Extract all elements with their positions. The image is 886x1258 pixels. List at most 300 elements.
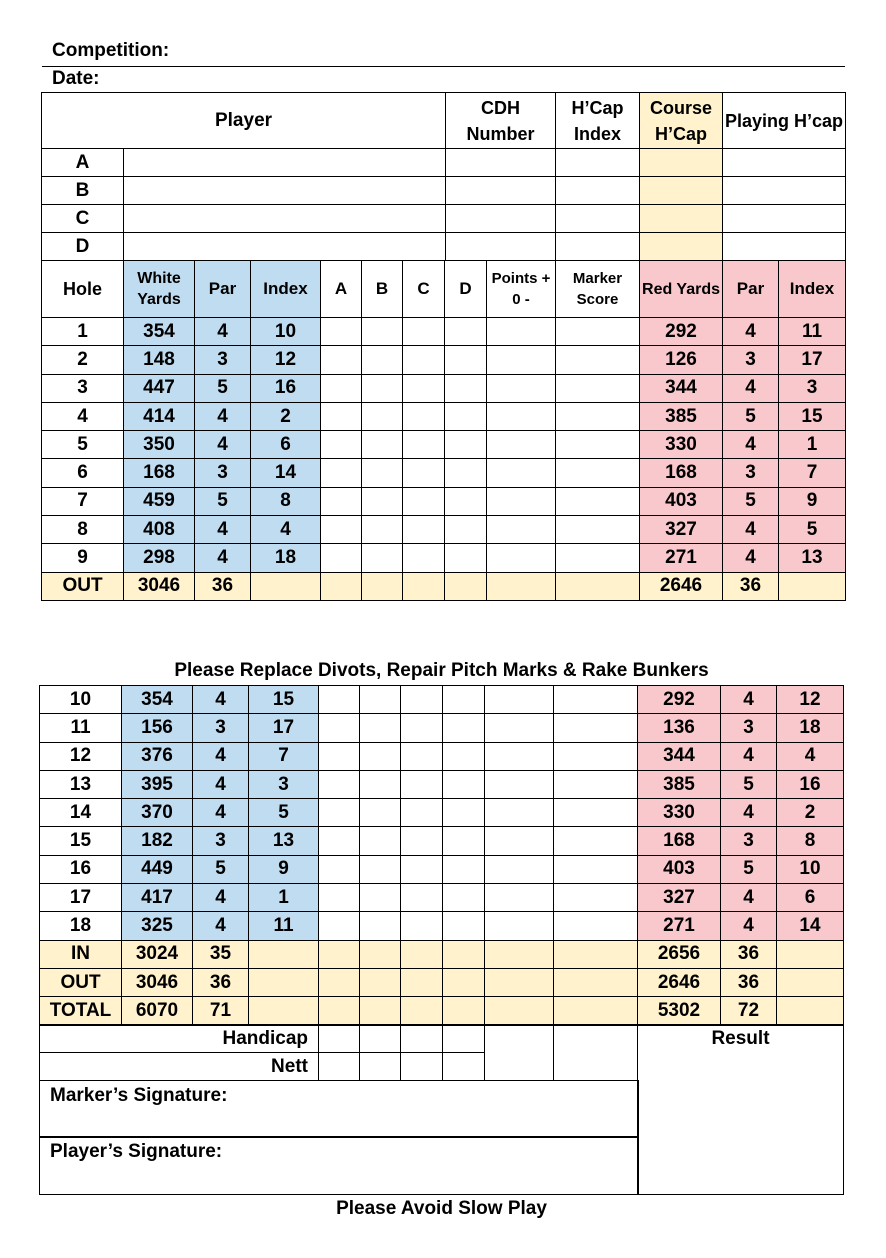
marker-score-cell[interactable] (554, 770, 638, 798)
total-white-yards: 3046 (122, 968, 193, 996)
out-label: OUT (42, 572, 124, 600)
hole-number: 13 (40, 770, 122, 798)
score-cell-b[interactable] (362, 431, 403, 459)
score-cell-d[interactable] (445, 487, 487, 515)
points-header: Points + 0 - (487, 261, 556, 318)
score-cell-c[interactable] (403, 544, 445, 572)
player-row-d (42, 233, 846, 261)
score-cell-b[interactable] (362, 402, 403, 430)
date-field[interactable] (42, 68, 845, 92)
hole-row (40, 855, 844, 883)
marker-score-cell[interactable] (556, 402, 640, 430)
score-cell-b[interactable] (360, 912, 401, 940)
score-cell-c[interactable] (403, 402, 445, 430)
points-cell[interactable] (485, 714, 554, 742)
handicap-a-input[interactable] (319, 1025, 360, 1053)
red-stroke-index: 11 (779, 318, 846, 346)
stroke-index: 9 (249, 855, 319, 883)
hcap-index-input[interactable] (556, 149, 640, 177)
white-yards: 148 (124, 346, 195, 374)
index-header: Index (251, 261, 321, 318)
white-yards: 182 (122, 827, 193, 855)
red-par-value: 5 (721, 855, 777, 883)
total-score-cell-d[interactable] (443, 968, 485, 996)
score-cell-a[interactable] (319, 714, 360, 742)
score-cell-d[interactable] (443, 855, 485, 883)
marker-signature-box[interactable] (39, 1080, 639, 1138)
marker-score-cell[interactable] (556, 346, 640, 374)
playing-hcap-input[interactable] (723, 177, 846, 205)
score-cell-c[interactable] (401, 884, 443, 912)
total-index-blank (249, 968, 319, 996)
hole-number: 5 (42, 431, 124, 459)
score-cell-b[interactable] (360, 855, 401, 883)
score-cell-b[interactable] (360, 714, 401, 742)
course-hcap-header: Course H’Cap (640, 93, 723, 149)
white-yards: 354 (124, 318, 195, 346)
total-index-blank (249, 940, 319, 968)
competition-label: Competition: (52, 40, 170, 61)
hole-row (42, 374, 846, 402)
score-cell-d[interactable] (443, 686, 485, 714)
hole-row (42, 516, 846, 544)
red-par-value: 4 (723, 544, 779, 572)
total-points-cell[interactable] (485, 997, 554, 1025)
marker-score-cell[interactable] (556, 516, 640, 544)
marker-score-cell[interactable] (556, 374, 640, 402)
cdh-input[interactable] (446, 205, 556, 233)
total-marker-cell[interactable] (554, 968, 638, 996)
result-label: Result (711, 1028, 770, 1049)
red-yards: 344 (640, 374, 723, 402)
player-name-input[interactable] (124, 233, 446, 261)
points-cell[interactable] (487, 544, 556, 572)
score-cell-b[interactable] (360, 799, 401, 827)
player-row-a (42, 149, 846, 177)
score-cell-a[interactable] (321, 459, 362, 487)
total-score-cell-b[interactable] (360, 940, 401, 968)
score-cell-a[interactable] (319, 799, 360, 827)
score-cell-c[interactable] (401, 742, 443, 770)
score-cell-d[interactable] (445, 318, 487, 346)
player-signature-label: Player’s Signature: (50, 1141, 223, 1162)
total-score-cell-c[interactable] (401, 997, 443, 1025)
total-score-cell-b[interactable] (360, 997, 401, 1025)
slow-play-notice: Please Avoid Slow Play (336, 1198, 547, 1219)
course-hcap-input[interactable] (640, 177, 723, 205)
white-yards: 325 (122, 912, 193, 940)
player-c-header: C (403, 261, 445, 318)
par-value: 4 (195, 516, 251, 544)
marker-score-cell[interactable] (554, 714, 638, 742)
handicap-b-input[interactable] (360, 1025, 401, 1053)
total-score-cell-c[interactable] (401, 940, 443, 968)
score-cell-c[interactable] (401, 827, 443, 855)
points-cell[interactable] (487, 318, 556, 346)
score-cell-d[interactable] (445, 431, 487, 459)
total-marker-cell[interactable] (554, 997, 638, 1025)
stroke-index: 10 (251, 318, 321, 346)
points-cell[interactable] (485, 855, 554, 883)
total-red-par: 36 (721, 968, 777, 996)
white-yards: 408 (124, 516, 195, 544)
score-cell[interactable] (445, 572, 487, 600)
score-cell-c[interactable] (403, 346, 445, 374)
hole-row (40, 884, 844, 912)
score-cell-d[interactable] (445, 459, 487, 487)
score-cell-d[interactable] (445, 374, 487, 402)
score-cell-a[interactable] (319, 855, 360, 883)
par-value: 4 (195, 402, 251, 430)
red-yards: 168 (640, 459, 723, 487)
total-red-index-blank (777, 997, 844, 1025)
score-cell-c[interactable] (401, 855, 443, 883)
score-cell[interactable] (403, 572, 445, 600)
player-name-input[interactable] (124, 205, 446, 233)
marker-score-cell[interactable] (556, 487, 640, 515)
score-cell-c[interactable] (403, 459, 445, 487)
score-cell-d[interactable] (443, 770, 485, 798)
player-name-input[interactable] (124, 149, 446, 177)
par-value: 4 (193, 912, 249, 940)
nett-label: Nett (40, 1053, 319, 1081)
playing-hcap-input[interactable] (723, 149, 846, 177)
score-cell-d[interactable] (443, 827, 485, 855)
score-cell-a[interactable] (319, 742, 360, 770)
total-marker-cell[interactable] (554, 940, 638, 968)
playing-hcap-input[interactable] (723, 233, 846, 261)
par-value: 5 (193, 855, 249, 883)
score-cell-b[interactable] (360, 686, 401, 714)
total-row (40, 968, 844, 996)
score-cell-c[interactable] (401, 912, 443, 940)
hcap-index-input[interactable] (556, 205, 640, 233)
handicap-nett-table (39, 1024, 638, 1081)
red-stroke-index: 18 (777, 714, 844, 742)
score-cell[interactable] (362, 572, 403, 600)
total-score-cell-a[interactable] (319, 997, 360, 1025)
total-red-yards: 5302 (638, 997, 721, 1025)
hole-row (42, 346, 846, 374)
score-cell-b[interactable] (362, 374, 403, 402)
total-white-yards: 6070 (122, 997, 193, 1025)
marker-total-input[interactable] (554, 1025, 638, 1081)
marker-score-cell[interactable] (554, 742, 638, 770)
out-red-index-blank (779, 572, 846, 600)
hole-number: 12 (40, 742, 122, 770)
score-cell-a[interactable] (319, 770, 360, 798)
hole-header: Hole (42, 261, 124, 318)
score-cell-c[interactable] (401, 714, 443, 742)
nett-c-input[interactable] (401, 1053, 443, 1081)
red-yards: 385 (638, 770, 721, 798)
total-score-cell-a[interactable] (319, 940, 360, 968)
red-yards: 330 (640, 431, 723, 459)
stroke-index: 2 (251, 402, 321, 430)
out-white-yards: 3046 (124, 572, 195, 600)
player-b-header: B (362, 261, 403, 318)
score-cell-b[interactable] (360, 827, 401, 855)
nett-d-input[interactable] (443, 1053, 485, 1081)
total-index-blank (249, 997, 319, 1025)
score-cell-d[interactable] (445, 516, 487, 544)
score-cell-a[interactable] (319, 884, 360, 912)
marker-score-cell[interactable] (554, 884, 638, 912)
score-cell-b[interactable] (362, 459, 403, 487)
player-letter: A (42, 149, 124, 177)
score-cell-d[interactable] (445, 346, 487, 374)
hcap-index-header: H’Cap Index (556, 93, 640, 149)
marker-score-header: Marker Score (556, 261, 640, 318)
red-par-value: 5 (723, 402, 779, 430)
score-cell-c[interactable] (401, 770, 443, 798)
total-points-cell[interactable] (485, 968, 554, 996)
course-hcap-input[interactable] (640, 149, 723, 177)
competition-field[interactable] (42, 40, 845, 67)
score-cell-c[interactable] (401, 686, 443, 714)
score-cell-a[interactable] (321, 374, 362, 402)
stroke-index: 14 (251, 459, 321, 487)
hole-row (40, 799, 844, 827)
hole-row (42, 402, 846, 430)
par-value: 4 (193, 686, 249, 714)
score-cell-a[interactable] (319, 686, 360, 714)
hole-number: 18 (40, 912, 122, 940)
stroke-index: 3 (249, 770, 319, 798)
points-cell[interactable] (487, 402, 556, 430)
score-cell-c[interactable] (403, 431, 445, 459)
score-cell-b[interactable] (362, 318, 403, 346)
points-cell[interactable] (485, 912, 554, 940)
stroke-index: 13 (249, 827, 319, 855)
nett-b-input[interactable] (360, 1053, 401, 1081)
score-cell-a[interactable] (321, 346, 362, 374)
marker-score-cell[interactable] (556, 318, 640, 346)
red-stroke-index: 14 (777, 912, 844, 940)
player-d-header: D (445, 261, 487, 318)
points-total-input[interactable] (485, 1025, 554, 1081)
points-cell[interactable] (487, 459, 556, 487)
points-cell[interactable] (487, 487, 556, 515)
cdh-input[interactable] (446, 177, 556, 205)
player-row-b (42, 177, 846, 205)
hole-number: 15 (40, 827, 122, 855)
hole-number: 1 (42, 318, 124, 346)
hole-row (42, 544, 846, 572)
red-stroke-index: 15 (779, 402, 846, 430)
score-cell-a[interactable] (319, 827, 360, 855)
red-stroke-index: 13 (779, 544, 846, 572)
marker-score-cell[interactable] (556, 572, 640, 600)
handicap-d-input[interactable] (443, 1025, 485, 1053)
total-red-yards: 2646 (638, 968, 721, 996)
white-yards: 459 (124, 487, 195, 515)
points-cell[interactable] (487, 346, 556, 374)
score-cell-d[interactable] (443, 799, 485, 827)
white-yards: 447 (124, 374, 195, 402)
score-cell-d[interactable] (443, 742, 485, 770)
hcap-index-input[interactable] (556, 177, 640, 205)
red-par-value: 4 (721, 686, 777, 714)
total-red-par: 36 (721, 940, 777, 968)
par-value: 3 (195, 459, 251, 487)
score-cell-b[interactable] (360, 884, 401, 912)
marker-score-cell[interactable] (554, 855, 638, 883)
red-yards: 403 (638, 855, 721, 883)
player-letter: D (42, 233, 124, 261)
out-par: 36 (195, 572, 251, 600)
date-label: Date: (52, 68, 100, 89)
column-header-row (42, 261, 846, 318)
stroke-index: 18 (251, 544, 321, 572)
red-yards: 271 (640, 544, 723, 572)
playing-hcap-header: Playing H’cap (723, 93, 846, 149)
hole-row (40, 686, 844, 714)
par-value: 4 (195, 318, 251, 346)
red-par-value: 4 (723, 431, 779, 459)
score-cell-d[interactable] (445, 402, 487, 430)
red-yards-header: Red Yards (640, 261, 723, 318)
score-cell-c[interactable] (403, 374, 445, 402)
marker-score-cell[interactable] (556, 459, 640, 487)
hole-number: 10 (40, 686, 122, 714)
score-cell-d[interactable] (443, 912, 485, 940)
player-row-c (42, 205, 846, 233)
score-cell-d[interactable] (443, 884, 485, 912)
points-cell[interactable] (485, 770, 554, 798)
total-score-cell-c[interactable] (401, 968, 443, 996)
red-stroke-index: 5 (779, 516, 846, 544)
cdh-input[interactable] (446, 149, 556, 177)
hole-number: 14 (40, 799, 122, 827)
marker-score-cell[interactable] (556, 431, 640, 459)
marker-score-cell[interactable] (554, 686, 638, 714)
stroke-index: 4 (251, 516, 321, 544)
marker-score-cell[interactable] (556, 544, 640, 572)
total-red-par: 72 (721, 997, 777, 1025)
score-cell-a[interactable] (321, 516, 362, 544)
hole-number: 9 (42, 544, 124, 572)
score-cell-d[interactable] (443, 714, 485, 742)
score-cell-d[interactable] (445, 544, 487, 572)
player-header: Player (42, 93, 446, 149)
total-par: 36 (193, 968, 249, 996)
white-yards: 354 (122, 686, 193, 714)
out-index-blank (251, 572, 321, 600)
points-cell[interactable] (485, 686, 554, 714)
total-white-yards: 3024 (122, 940, 193, 968)
white-yards: 168 (124, 459, 195, 487)
points-cell[interactable] (487, 431, 556, 459)
score-cell-b[interactable] (362, 487, 403, 515)
red-par-value: 3 (721, 827, 777, 855)
player-name-input[interactable] (124, 177, 446, 205)
score-cell-b[interactable] (362, 346, 403, 374)
points-cell[interactable] (487, 572, 556, 600)
handicap-c-input[interactable] (401, 1025, 443, 1053)
red-par-header: Par (723, 261, 779, 318)
hole-number: 6 (42, 459, 124, 487)
score-cell-c[interactable] (403, 318, 445, 346)
back-nine-table (39, 685, 844, 1026)
total-label: IN (40, 940, 122, 968)
score-cell-b[interactable] (362, 544, 403, 572)
total-score-cell-b[interactable] (360, 968, 401, 996)
red-yards: 168 (638, 827, 721, 855)
total-score-cell-a[interactable] (319, 968, 360, 996)
result-box[interactable] (637, 1024, 844, 1195)
points-cell[interactable] (485, 799, 554, 827)
total-row (40, 997, 844, 1025)
red-stroke-index: 12 (777, 686, 844, 714)
red-par-value: 4 (723, 318, 779, 346)
cdh-input[interactable] (446, 233, 556, 261)
white-yards: 414 (124, 402, 195, 430)
score-cell-a[interactable] (321, 431, 362, 459)
white-yards: 417 (122, 884, 193, 912)
hcap-index-input[interactable] (556, 233, 640, 261)
hole-row (42, 459, 846, 487)
score-cell-a[interactable] (321, 544, 362, 572)
marker-score-cell[interactable] (554, 827, 638, 855)
score-cell-c[interactable] (401, 799, 443, 827)
marker-score-cell[interactable] (554, 799, 638, 827)
score-cell-b[interactable] (360, 770, 401, 798)
red-yards: 136 (638, 714, 721, 742)
course-hcap-input[interactable] (640, 205, 723, 233)
player-signature-box[interactable] (39, 1136, 639, 1195)
nett-a-input[interactable] (319, 1053, 360, 1081)
playing-hcap-input[interactable] (723, 205, 846, 233)
points-cell[interactable] (485, 827, 554, 855)
red-yards: 330 (638, 799, 721, 827)
white-yards: 350 (124, 431, 195, 459)
stroke-index: 16 (251, 374, 321, 402)
hole-number: 2 (42, 346, 124, 374)
score-cell-a[interactable] (321, 402, 362, 430)
hole-row (42, 431, 846, 459)
score-cell-a[interactable] (319, 912, 360, 940)
total-score-cell-d[interactable] (443, 997, 485, 1025)
score-cell-c[interactable] (403, 516, 445, 544)
red-yards: 292 (640, 318, 723, 346)
hole-number: 8 (42, 516, 124, 544)
score-cell[interactable] (321, 572, 362, 600)
marker-score-cell[interactable] (554, 912, 638, 940)
total-red-index-blank (777, 940, 844, 968)
points-cell[interactable] (485, 742, 554, 770)
par-value: 4 (193, 884, 249, 912)
red-par-value: 4 (721, 912, 777, 940)
score-cell-a[interactable] (321, 318, 362, 346)
hole-number: 17 (40, 884, 122, 912)
points-cell[interactable] (487, 374, 556, 402)
white-yards: 156 (122, 714, 193, 742)
white-yards: 298 (124, 544, 195, 572)
course-care-notice: Please Replace Divots, Repair Pitch Marks & Rake Bunkers (174, 660, 709, 681)
score-cell-b[interactable] (360, 742, 401, 770)
total-points-cell[interactable] (485, 940, 554, 968)
score-cell-a[interactable] (321, 487, 362, 515)
red-yards: 344 (638, 742, 721, 770)
total-score-cell-d[interactable] (443, 940, 485, 968)
score-cell-b[interactable] (362, 516, 403, 544)
points-cell[interactable] (487, 516, 556, 544)
course-hcap-input[interactable] (640, 233, 723, 261)
stroke-index: 7 (249, 742, 319, 770)
score-cell-c[interactable] (403, 487, 445, 515)
points-cell[interactable] (485, 884, 554, 912)
